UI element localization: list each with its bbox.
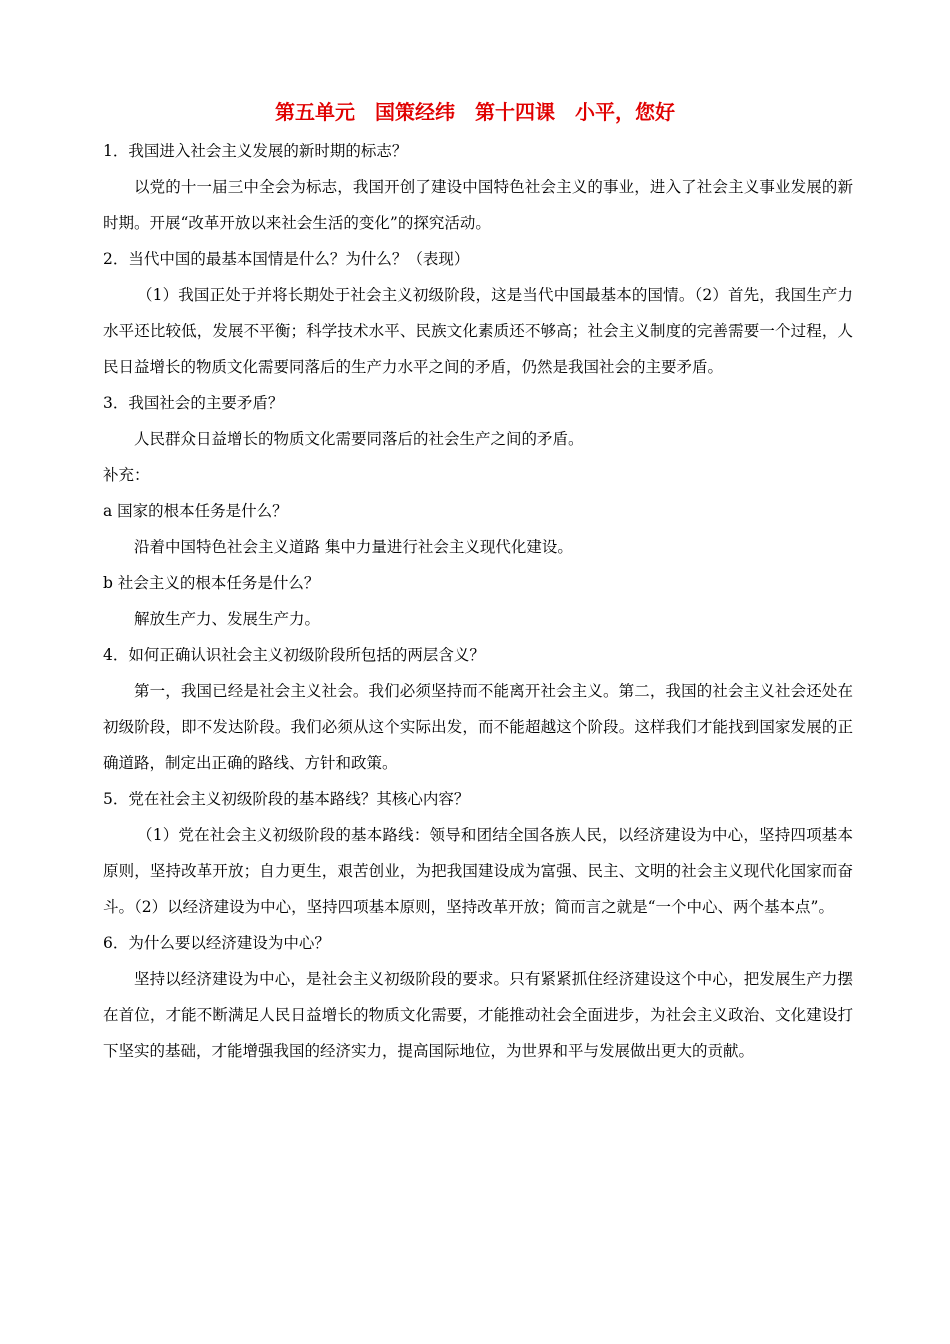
supplement-label: 补充：: [103, 466, 150, 484]
answer-2: （1）我国正处于并将长期处于社会主义初级阶段，这是当代中国最基本的国情。（2）首先，我国生产力水平还比较低，发展不平衡；科学技术水平、民族文化素质还不够高；社会主义制度的完善需要一个过程，人民日益增长的物质文化需要同落后的生产力水平之间的矛盾，仍然是我国社会的主要矛盾。: [103, 286, 853, 376]
answer-1: 以党的十一届三中全会为标志，我国开创了建设中国特色社会主义的事业，进入了社会主义事业发展的新时期。开展“改革开放以来社会生活的变化”的探究活动。: [103, 178, 853, 232]
supplement-question-b: b 社会主义的根本任务是什么？: [103, 574, 320, 592]
question-3: 3．我国社会的主要矛盾？: [103, 394, 284, 412]
question-2: 2．当代中国的最基本国情是什么？为什么？（表现）: [103, 250, 470, 268]
page-title: 第五单元 国策经纬 第十四课 小平，您好: [275, 100, 675, 124]
answer-6: 坚持以经济建设为中心，是社会主义初级阶段的要求。只有紧紧抓住经济建设这个中心，把发展生产力摆在首位，才能不断满足人民日益增长的物质文化需要，才能推动社会全面进步，为社会主义政治、文化建设打下坚实的基础，才能增强我国的经济实力，提高国际地位，为世界和平与发展做出更大的贡献。: [103, 970, 853, 1060]
supplement-question-a: a 国家的根本任务是什么？: [103, 502, 288, 520]
question-6: 6．为什么要以经济建设为中心？: [103, 934, 330, 952]
document-body: [103, 133, 853, 1069]
answer-3: 人民群众日益增长的物质文化需要同落后的社会生产之间的矛盾。: [134, 430, 584, 448]
question-1: 1．我国进入社会主义发展的新时期的标志？: [103, 142, 408, 160]
question-4: 4．如何正确认识社会主义初级阶段所包括的两层含义？: [103, 646, 485, 664]
answer-5: （1）党在社会主义初级阶段的基本路线：领导和团结全国各族人民，以经济建设为中心，坚持四项基本原则，坚持改革开放；自力更生，艰苦创业，为把我国建设成为富强、民主、文明的社会主义现代化国家而奋斗。（2）以经济建设为中心，坚持四项基本原则，坚持改革开放；简而言之就是“一个中心、两个基本点”。: [103, 826, 853, 916]
question-5: 5．党在社会主义初级阶段的基本路线？其核心内容？: [103, 790, 470, 808]
supplement-answer-a: 沿着中国特色社会主义道路 集中力量进行社会主义现代化建设。: [134, 538, 573, 556]
answer-4: 第一，我国已经是社会主义社会。我们必须坚持而不能离开社会主义。第二，我国的社会主义社会还处在初级阶段，即不发达阶段。我们必须从这个实际出发，而不能超越这个阶段。这样我们才能找到国家发展的正确道路，制定出正确的路线、方针和政策。: [103, 682, 853, 772]
supplement-answer-b: 解放生产力、发展生产力。: [134, 610, 321, 628]
